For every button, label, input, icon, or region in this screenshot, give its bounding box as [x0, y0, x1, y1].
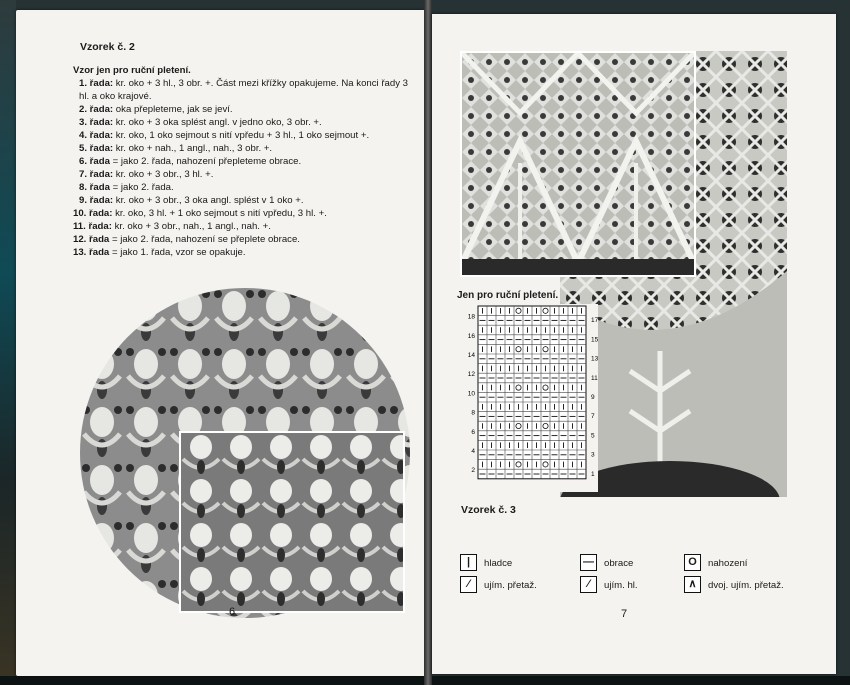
instructions: [67, 64, 415, 259]
purl-stitch-icon: —: [580, 554, 597, 571]
knit-decrease-icon: ⁄: [580, 576, 597, 593]
instructions-title: Vzor jen pro ruční pletení.: [73, 65, 191, 76]
row-text: oka přepleteme, jak se jeví.: [113, 104, 233, 115]
row-text: kr. oko + 3 obr., 3 hl. +.: [113, 169, 214, 180]
row-text: kr. oko + 3 oka splést angl. v jedno oko, 3 obr. +.: [113, 117, 322, 128]
knit-photo-inset: [179, 431, 405, 613]
chart-row-number-odd: 15: [591, 336, 598, 344]
instruction-row: [67, 142, 415, 155]
slip-decrease-icon: ⁄: [460, 576, 477, 593]
row-label: 11. řada:: [73, 221, 112, 232]
legend-label: ujím. přetaž.: [484, 580, 537, 591]
page-number-left: 6: [229, 606, 236, 618]
row-label: 8. řada: [79, 182, 110, 193]
row-label: 7. řada:: [79, 169, 114, 180]
chart-grid: [458, 304, 598, 492]
double-decrease-icon: ∧: [684, 576, 701, 593]
instruction-row: [67, 194, 415, 207]
instruction-row: [67, 181, 415, 194]
row-label: 6. řada: [79, 156, 110, 167]
chart-row-number-odd: 3: [591, 451, 595, 459]
row-label: 12. řada: [73, 234, 110, 245]
chart-row-number-odd: 9: [591, 394, 595, 401]
row-label: 5. řada:: [79, 143, 114, 154]
yarn-over-icon: O: [684, 554, 701, 571]
knit-stitch-icon: |: [460, 554, 477, 571]
chart-caption: Jen pro ruční pletení.: [457, 290, 559, 301]
chart-row-number-odd: 11: [591, 374, 598, 382]
book-cover-edge: [0, 0, 16, 685]
row-text: = jako 2. řada.: [109, 182, 174, 193]
page-number-right: 7: [621, 608, 628, 620]
row-label: 9. řada:: [79, 195, 114, 206]
row-label: 4. řada:: [79, 130, 114, 141]
book-gutter: [424, 0, 432, 685]
chart-row-number-even: 8: [471, 409, 475, 417]
pattern-heading: Vzorek č. 2: [80, 41, 135, 53]
instruction-row: [67, 116, 415, 129]
left-page: [16, 10, 424, 676]
legend-label: dvoj. ujím. přetaž.: [708, 580, 784, 591]
row-text: kr. oko + 3 obr., 3 oka angl. splést v 1 oko +.: [113, 195, 304, 206]
row-text: = jako 2. řada, nahození přepleteme obrace.: [109, 156, 302, 167]
chart-row-number-even: 4: [471, 448, 475, 455]
chart-row-number-even: 6: [471, 428, 475, 436]
legend-label: ujím. hl.: [604, 580, 638, 591]
row-label: 1. řada:: [79, 78, 114, 89]
chart-row-number-odd: 7: [591, 413, 595, 421]
row-label: 3. řada:: [79, 117, 114, 128]
instruction-row: [67, 207, 415, 220]
chart-row-number-odd: 17: [591, 317, 598, 325]
instruction-row: [67, 129, 415, 142]
row-text: kr. oko + 3 obr., nah., 1 angl., nah. +.: [111, 221, 271, 232]
chart-row-number-odd: 5: [591, 432, 595, 440]
right-page: [432, 14, 836, 674]
instruction-row: [67, 103, 415, 116]
instruction-row: [67, 77, 415, 103]
row-text: kr. oko + 3 hl., 3 obr. +. Část mezi křížky opakujeme. Na konci řady 3 hl. a oko krajové.: [79, 78, 409, 102]
row-text: kr. oko, 1 oko sejmout s nití vpředu + 3 hl., 1 oko sejmout +.: [113, 130, 370, 141]
instruction-row: [67, 233, 415, 246]
chart-row-number-even: 12: [467, 371, 475, 379]
pattern-heading-3: Vzorek č. 3: [461, 504, 516, 516]
legend-label: obrace: [604, 558, 634, 569]
instruction-rows: [67, 77, 415, 259]
lace-photo-top-front: [460, 51, 696, 277]
instruction-row: [67, 220, 415, 233]
knit-texture-detail: [181, 433, 403, 611]
chart-row-number-odd: 13: [591, 355, 598, 363]
knitting-chart: [458, 304, 598, 492]
row-text: = jako 2. řada, nahození se přeplete obrace.: [109, 234, 300, 245]
row-text: kr. oko, 3 hl. + 1 oko sejmout s nití vpředu, 3 hl. +.: [112, 208, 327, 219]
legend-label: nahození: [708, 558, 748, 569]
chart-row-number-even: 16: [467, 332, 475, 340]
chart-row-number-even: 10: [467, 390, 475, 398]
instruction-row: [67, 246, 415, 259]
lace-texture-front: [462, 53, 694, 275]
row-label: 10. řada:: [73, 208, 113, 219]
chart-row-number-odd: 1: [591, 470, 595, 478]
row-text: = jako 1. řada, vzor se opakuje.: [109, 247, 246, 258]
chart-row-number-even: 18: [467, 313, 475, 321]
row-label: 2. řada:: [79, 104, 114, 115]
row-label: 13. řada: [73, 247, 110, 258]
row-text: kr. oko + nah., 1 angl., nah., 3 obr. +.: [113, 143, 273, 154]
instruction-row: [67, 155, 415, 168]
chart-row-number-even: 2: [471, 467, 475, 475]
legend-label: hladce: [484, 558, 513, 569]
instruction-row: [67, 168, 415, 181]
chart-row-number-even: 14: [467, 352, 475, 359]
